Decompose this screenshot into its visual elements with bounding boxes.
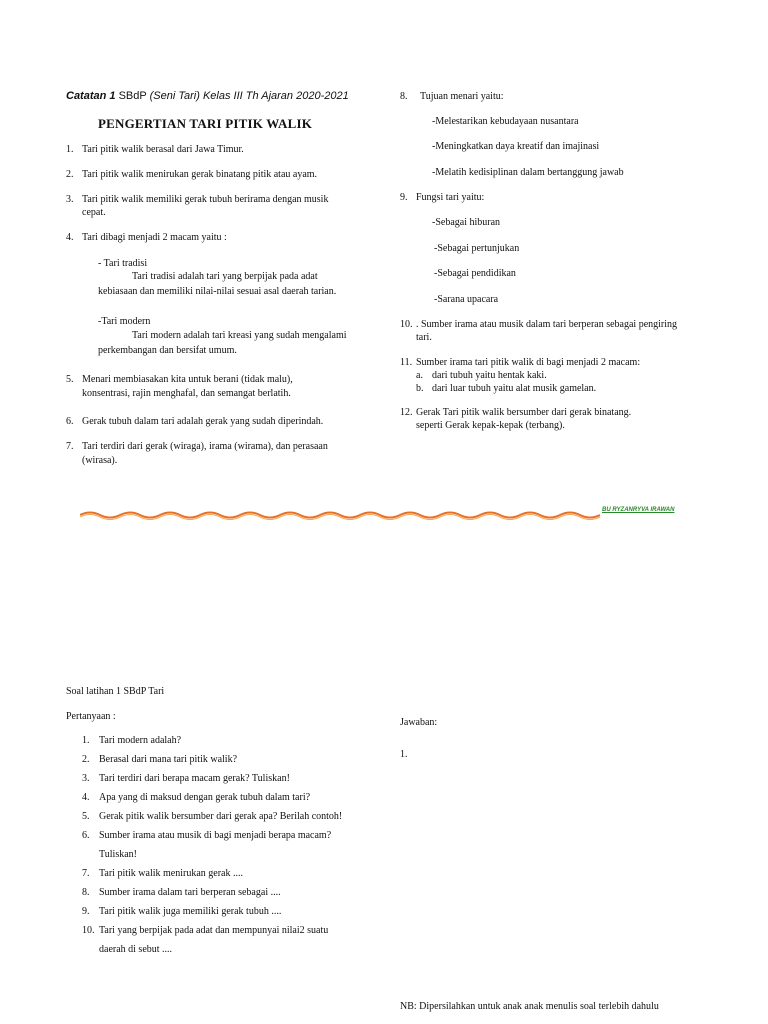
questions-label: Pertanyaan : [66,711,116,722]
list-subitem-marker: b. [416,383,424,394]
question-text: Berasal dari mana tari pitik walik? [99,754,238,765]
list-item-number: 6. [66,416,74,427]
list-item-text: Tari pitik walik memiliki gerak tubuh berirama dengan musik [82,194,329,205]
list-item-number: 10. [400,319,413,330]
question-text: Tari terdiri dari berapa macam gerak? Tuliskan! [99,773,290,784]
list-item-text: Tari pitik walik berasal dari Jawa Timur. [82,144,244,155]
list-item-text: Tujuan menari yaitu: [420,91,504,102]
list-subitem: dari tubuh yaitu hentak kaki. [432,370,547,381]
question-text: Gerak pitik walik bersumber dari gerak apa? Berilah contoh! [99,811,343,822]
list-item-text: Tari terdiri dari gerak (wiraga), irama (wirama), dan perasaan [82,441,328,452]
list-item-text: Fungsi tari yaitu: [416,192,485,203]
note-header-detail: (Seni Tari) Kelas III Th Ajaran 2020-2021 [149,90,349,102]
page-title: PENGERTIAN TARI PITIK WALIK [98,116,313,131]
list-item-text: Gerak tubuh dalam tari adalah gerak yang sudah diperindah. [82,416,324,427]
question-number: 8. [82,887,90,898]
list-item-number: 9. [400,192,408,203]
note-header [66,90,349,104]
list-item-text: (wirasa). [82,455,118,466]
list-subitem: -Sebagai pendidikan [434,268,516,279]
note-text: NB: Dipersilahkan untuk anak anak menulis soal terlebih dahulu [400,1001,659,1012]
question-text: Tari yang berpijak pada adat dan mempunyai nilai2 suatu [99,925,329,936]
list-item-number: 2. [66,169,74,180]
question-number: 1. [82,735,90,746]
list-subitem: -Melatih kedisiplinan dalam bertanggung jawab [432,167,624,178]
tari-modern-label: -Tari modern [98,316,151,327]
list-item-text: seperti Gerak kepak-kepak (terbang). [416,420,565,431]
list-subitem-marker: a. [416,370,423,381]
tari-modern-line: Tari modern adalah tari kreasi yang sudah mengalami [132,330,347,341]
list-item-text: tari. [416,332,432,343]
question-text: Tari pitik walik juga memiliki gerak tubuh .... [99,906,282,917]
note-header-catatan: Catatan 1 [66,90,116,102]
question-number: 9. [82,906,90,917]
list-subitem: -Melestarikan kebudayaan nusantara [432,116,579,127]
note-header-subject: SBdP [115,90,150,102]
question-text: Sumber irama dalam tari berperan sebagai .... [99,887,281,898]
list-subitem: -Sebagai hiburan [432,217,501,228]
list-item-number: 8. [400,91,408,102]
list-subitem: -Meningkatkan daya kreatif dan imajinasi [432,141,600,152]
list-item-text: Sumber irama tari pitik walik di bagi menjadi 2 macam: [416,357,641,368]
list-subitem: -Sebagai pertunjukan [434,243,520,254]
list-item-number: 7. [66,441,74,452]
question-text: daerah di sebut .... [99,944,173,955]
list-item-text: cepat. [82,207,106,218]
list-item-text: Menari membiasakan kita untuk berani (tidak malu), [82,374,293,385]
tari-tradisi-line: Tari tradisi adalah tari yang berpijak pada adat [132,271,318,282]
list-item-number: 5. [66,374,74,385]
answer-number: 1. [400,749,408,760]
list-item-text: . Sumber irama atau musik dalam tari berperan sebagai pengiring [416,319,678,330]
question-text: Tari pitik walik menirukan gerak .... [99,868,243,879]
list-subitem: dari luar tubuh yaitu alat musik gamelan. [432,383,597,394]
list-item-text: konsentrasi, rajin menghafal, dan semangat berlatih. [82,388,291,399]
answers-label: Jawaban: [400,717,438,728]
tari-tradisi-line: kebiasaan dan memiliki nilai-nilai sesuai asal daerah tarian. [98,286,337,297]
question-text: Tari modern adalah? [99,735,182,746]
list-subitem: -Sarana upacara [434,294,499,305]
question-text: Sumber irama atau musik di bagi menjadi berapa macam? [99,830,332,841]
list-item-number: 11. [400,357,413,368]
tari-tradisi-label: - Tari tradisi [98,258,148,269]
question-text: Tuliskan! [99,849,137,860]
question-number: 4. [82,792,90,803]
question-number: 10. [82,925,95,936]
list-item-number: 12. [400,407,413,418]
question-number: 7. [82,868,90,879]
question-text: Apa yang di maksud dengan gerak tubuh dalam tari? [99,792,311,803]
exercise-title: Soal latihan 1 SBdP Tari [66,686,165,697]
list-item-text: Tari pitik walik menirukan gerak binatang pitik atau ayam. [82,169,318,180]
list-item-text: Tari dibagi menjadi 2 macam yaitu : [82,232,227,243]
question-number: 3. [82,773,90,784]
list-item-number: 3. [66,194,74,205]
question-number: 5. [82,811,90,822]
tari-modern-line: perkembangan dan bersifat umum. [98,345,237,356]
question-number: 6. [82,830,90,841]
list-item-number: 1. [66,144,74,155]
signature-text: BU RYZANRYVA IRAWAN [602,507,675,513]
question-number: 2. [82,754,90,765]
list-item-number: 4. [66,232,74,243]
list-item-text: Gerak Tari pitik walik bersumber dari gerak binatang. [416,407,632,418]
